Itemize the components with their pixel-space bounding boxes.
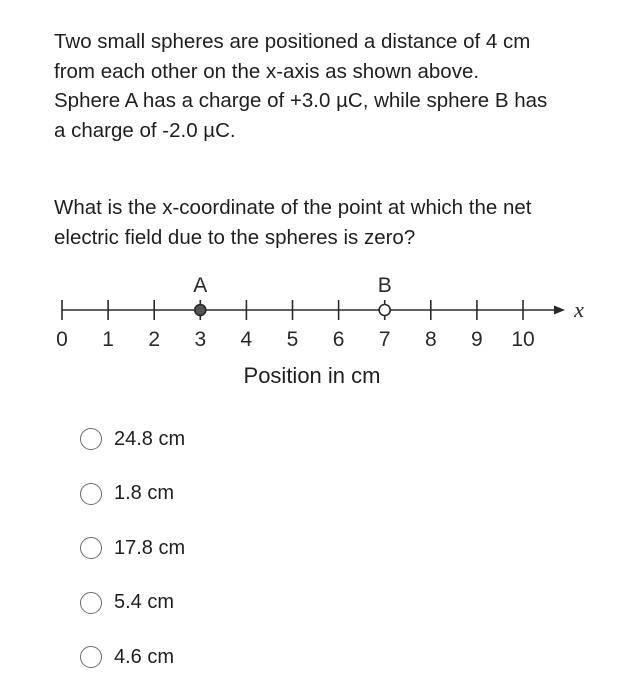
answer-option[interactable] (80, 521, 185, 576)
radio-button[interactable] (80, 537, 102, 559)
intro-line: Sphere A has a charge of +3.0 µC, while sphere B has (54, 89, 548, 112)
answer-option[interactable] (80, 630, 185, 685)
number-line-diagram (0, 262, 633, 392)
option-label: 24.8 cm (114, 427, 186, 450)
option-label: 1.8 cm (114, 482, 175, 505)
tick-label: 2 (148, 328, 161, 351)
tick-label: 9 (471, 328, 483, 351)
prompt-line: What is the x-coordinate of the point at which the net (54, 196, 532, 219)
radio-button[interactable] (80, 483, 102, 505)
tick-label: 0 (56, 328, 68, 351)
intro-line: Two small spheres are positioned a distance of 4 cm (54, 30, 531, 53)
question-prompt (54, 193, 614, 252)
question-intro (54, 27, 614, 145)
tick-label: 4 (240, 328, 253, 351)
option-label: 5.4 cm (114, 591, 175, 614)
tick-label: 6 (332, 328, 345, 351)
answer-option[interactable] (80, 576, 185, 631)
tick-label: 10 (511, 328, 535, 351)
axis-label: x (574, 297, 584, 322)
answer-option[interactable] (80, 467, 185, 522)
intro-line: from each other on the x-axis as shown above. (54, 59, 480, 83)
option-label: 4.6 cm (114, 645, 175, 668)
tick-label: 7 (378, 328, 391, 351)
sphere-b-marker (379, 305, 390, 316)
radio-button[interactable] (80, 428, 102, 450)
tick-label: 8 (424, 328, 437, 351)
option-label: 17.8 cm (114, 536, 186, 559)
tick-label: 3 (194, 328, 207, 351)
prompt-line: electric field due to the spheres is zero? (54, 225, 416, 249)
sphere-a-marker (195, 305, 206, 316)
sphere-a-label: A (193, 274, 208, 297)
axis-caption: Position in cm (243, 363, 381, 388)
axis-arrow-icon (554, 306, 565, 315)
radio-button[interactable] (80, 592, 102, 614)
intro-line: a charge of -2.0 µC. (54, 118, 236, 142)
tick-label: 1 (102, 328, 114, 351)
answer-option[interactable] (80, 412, 185, 467)
sphere-b-label: B (377, 274, 392, 297)
tick-label: 5 (286, 328, 299, 351)
radio-button[interactable] (80, 646, 102, 668)
answer-options (80, 412, 185, 685)
